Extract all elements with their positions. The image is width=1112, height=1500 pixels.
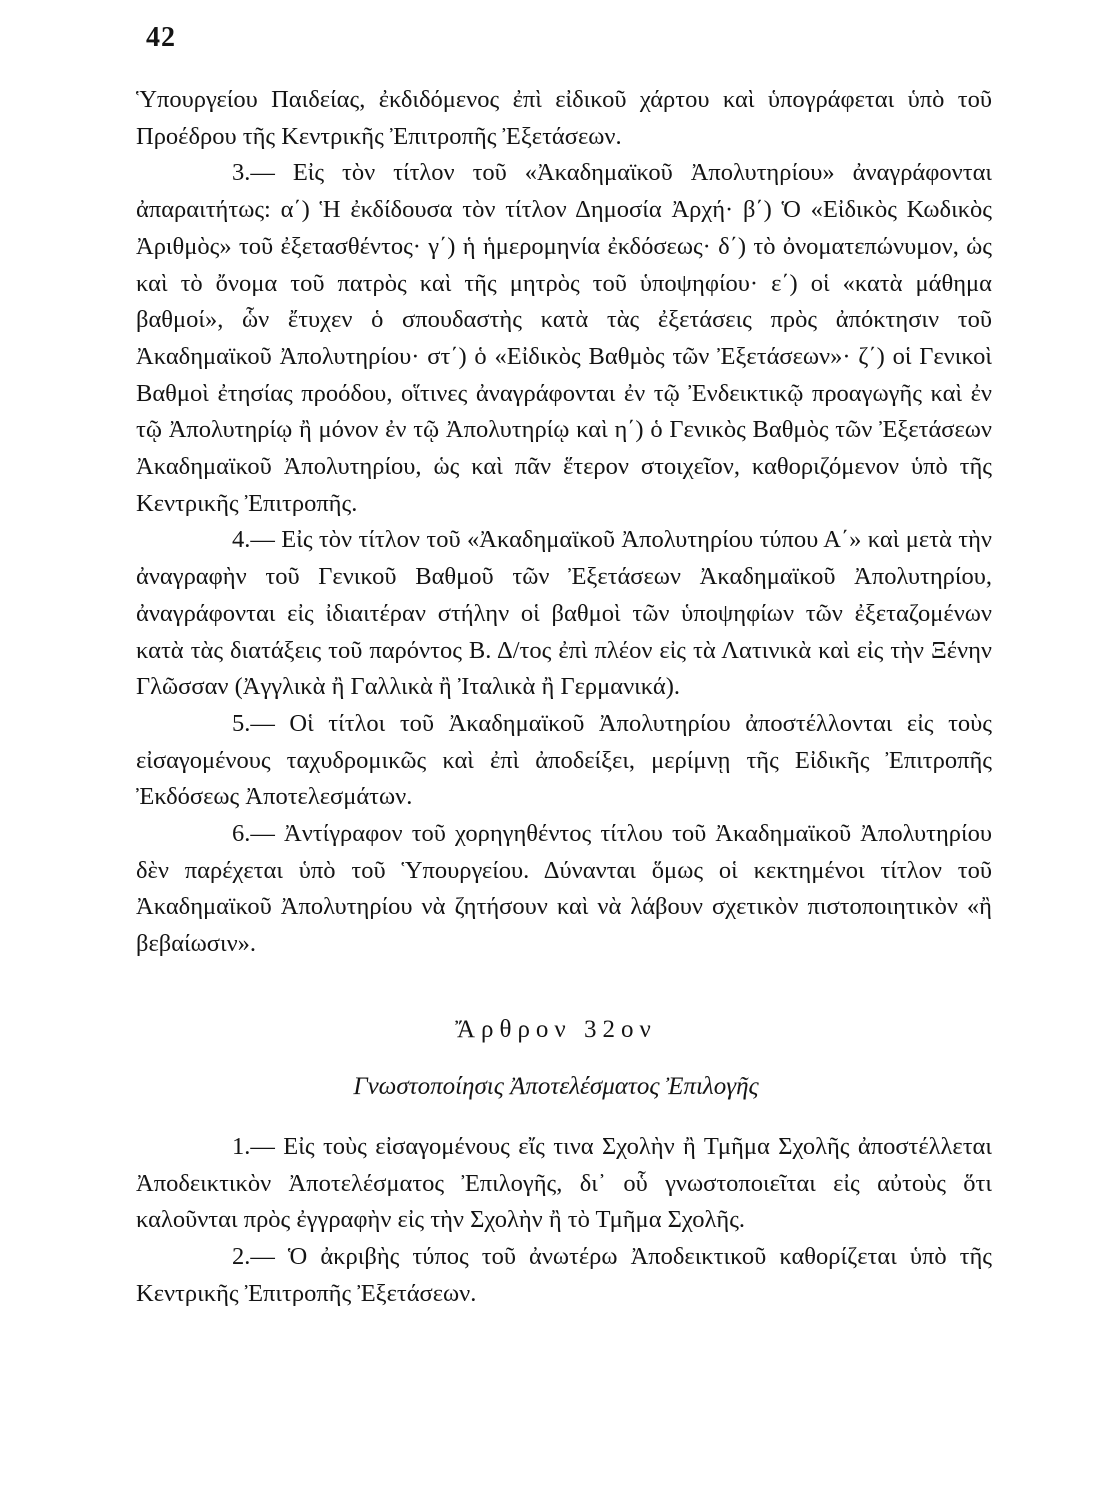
paragraph-item-3: 3.— Εἰς τὸν τίτλον τοῦ «Ἀκαδημαϊκοῦ Ἀπολυτηρίου» ἀναγράφονται ἀπαραιτήτως: α΄) Ἡ ἐκδίδουσα τὸν τίτλον Δημοσία Ἀρχή· β΄) Ὁ «Εἰδικὸς Κωδικὸς Ἀριθμὸς» τοῦ ἐξετασθέντος· γ΄) ἡ ἡμερομηνία ἐκδόσεως· δ΄) τὸ ὀνοματεπώνυμον, ὡς καὶ τὸ ὄνομα τοῦ πατρὸς καὶ τῆς μητρὸς τοῦ ὑποψηφίου· ε΄) οἱ «κατὰ μάθημα βαθμοί», ὧν ἔτυχεν ὁ σπουδαστὴς κατὰ τὰς ἐξετάσεις πρὸς ἀπόκτησιν τοῦ Ἀκαδημαϊκοῦ Ἀπολυτηρίου· στ΄) ὁ «Εἰδικὸς Βαθμὸς τῶν Ἐξετάσεων»· ζ΄) οἱ Γενικοὶ Βαθμοὶ ἐτησίας προόδου, οἵτινες ἀναγράφονται ἐν τῷ Ἐνδεικτικῷ προαγωγῆς καὶ ἐν τῷ Ἀπολυτηρίῳ ἢ μόνον ἐν τῷ Ἀπολυτηρίῳ καὶ η΄) ὁ Γενικὸς Βαθμὸς τῶν Ἐξετάσεων Ἀκαδημαϊκοῦ Ἀπολυτηρίου, ὡς καὶ πᾶν ἕτερον στοιχεῖον, καθοριζόμενον ὑπὸ τῆς Κεντρικῆς Ἐπιτροπῆς. [136,159,992,517]
paragraph-item-5: 5.— Οἱ τίτλοι τοῦ Ἀκαδημαϊκοῦ Ἀπολυτηρίου ἀποστέλλονται εἰς τοὺς εἰσαγομένους ταχυδρομικῶς καὶ ἐπὶ ἀποδείξει, μερίμνῃ τῆς Εἰδικῆς Ἐπιτροπῆς Ἐκδόσεως Ἀποτελεσμάτων. [136,709,992,811]
body-text-top [136,82,992,963]
paragraph-intro: Ὑπουργείου Παιδείας, ἐκδιδόμενος ἐπὶ εἰδικοῦ χάρτου καὶ ὑπογράφεται ὑπὸ τοῦ Προέδρου τῆς Κεντρικῆς Ἐπιτροπῆς Ἐξετάσεων. [136,86,992,150]
article-paragraph-item-2: 2.— Ὁ ἀκριβὴς τύπος τοῦ ἀνωτέρω Ἀποδεικτικοῦ καθορίζεται ὑπὸ τῆς Κεντρικῆς Ἐπιτροπῆς Ἐξετάσεων. [136,1243,992,1307]
article-heading: Ἄρθρον 32ον [455,1016,657,1043]
page-number: 42 [146,22,176,53]
article-subtitle: Γνωστοποίησις Ἀποτελέσματος Ἐπιλογῆς [353,1073,759,1100]
body-text-article [136,1129,992,1313]
article-paragraph-item-1: 1.— Εἰς τοὺς εἰσαγομένους εἴς τινα Σχολὴν ἢ Τμῆμα Σχολῆς ἀποστέλλεται Ἀποδεικτικὸν Ἀποτελέσματος Ἐπιλογῆς, δι᾽ οὗ γνωστοποιεῖται εἰς αὐτοὺς ὅτι καλοῦνται πρὸς ἐγγραφὴν εἰς τὴν Σχολὴν ἢ τὸ Τμῆμα Σχολῆς. [136,1133,992,1234]
paragraph-item-6: 6.— Ἀντίγραφον τοῦ χορηγηθέντος τίτλου τοῦ Ἀκαδημαϊκοῦ Ἀπολυτηρίου δὲν παρέχεται ὑπὸ τοῦ Ὑπουργείου. Δύνανται ὅμως οἱ κεκτημένοι τίτλον τοῦ Ἀκαδημαϊκοῦ Ἀπολυτηρίου νὰ ζητήσουν καὶ νὰ λάβουν σχετικὸν πιστοποιητικὸν «ἢ βεβαίωσιν». [136,820,992,958]
paragraph-item-4: 4.— Εἰς τὸν τίτλον τοῦ «Ἀκαδημαϊκοῦ Ἀπολυτηρίου τύπου Α΄» καὶ μετὰ τὴν ἀναγραφὴν τοῦ Γενικοῦ Βαθμοῦ τῶν Ἐξετάσεων Ἀκαδημαϊκοῦ Ἀπολυτηρίου, ἀναγράφονται εἰς ἰδιαιτέραν στήλην οἱ βαθμοὶ τῶν ὑποψηφίων τῶν ἐξεταζομένων κατὰ τὰς διατάξεις τοῦ παρόντος Β. Δ/τος ἐπὶ πλέον εἰς τὰ Λατινικὰ καὶ εἰς τὴν Ξένην Γλῶσσαν (Ἀγγλικὰ ἢ Γαλλικὰ ἢ Ἰταλικὰ ἢ Γερμανικά). [136,526,992,701]
